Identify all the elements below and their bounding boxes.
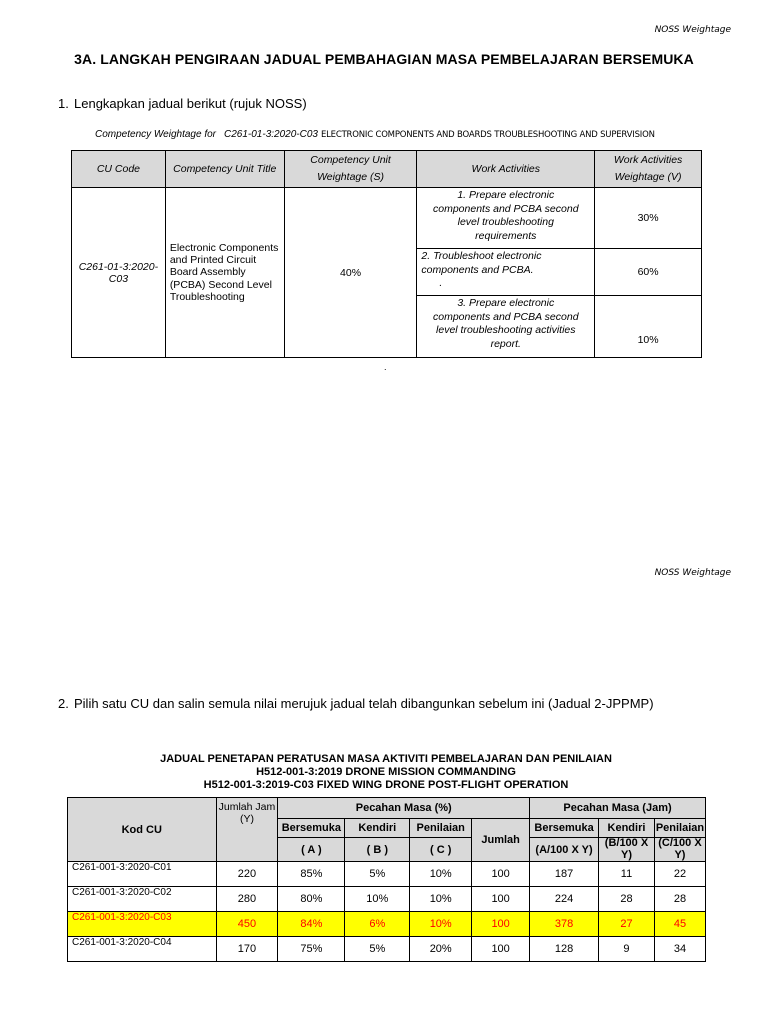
- stray-dot: .: [439, 277, 443, 290]
- col-header-penilaian-jam: Penilaian: [654, 819, 705, 838]
- question-number: 1.: [58, 96, 69, 111]
- header-line: Competency Unit: [310, 154, 391, 167]
- col-header-c-formula: (C/100 X Y): [654, 838, 705, 862]
- table-caption: [95, 129, 655, 140]
- table-row: [68, 887, 706, 912]
- table2-title-line: H512-001-3:2019 DRONE MISSION COMMANDING: [256, 766, 516, 778]
- question-2: [58, 696, 654, 711]
- col-header-kendiri-jam: Kendiri: [599, 819, 655, 838]
- cu-code-cell: C261-01-3:2020-C03: [72, 188, 166, 358]
- kendiri-jam-cell: 9: [599, 937, 655, 962]
- jumlah-jam-cell: 280: [216, 887, 278, 912]
- col-header-cu-title: Competency Unit Title: [165, 151, 284, 188]
- caption-lead: Competency Weightage for: [95, 129, 216, 140]
- col-header-cu-code: CU Code: [72, 151, 166, 188]
- header-line: Weightage (S): [317, 171, 385, 183]
- kod-cu-cell: C261-001-3:2020-C03: [68, 912, 217, 937]
- penilaian-pct-cell: 10%: [410, 887, 472, 912]
- col-header-bersemuka: Bersemuka: [278, 819, 345, 838]
- bersemuka-jam-cell: 224: [530, 887, 599, 912]
- col-header-kod-cu: Kod CU: [68, 798, 217, 862]
- col-header-weightage-s: [284, 151, 417, 188]
- activity-text: 2. Troubleshoot electronic components and PCBA.: [421, 250, 542, 276]
- caption-code: C261-01-3:2020-C03: [224, 129, 318, 140]
- activity-weight-cell: 60%: [595, 249, 702, 296]
- penilaian-pct-cell: 10%: [410, 912, 472, 937]
- activity-cell: 3. Prepare electronic components and PCBA second level troubleshooting activities report.: [417, 296, 595, 358]
- jumlah-jam-cell: 450: [216, 912, 278, 937]
- kod-cu-cell: C261-001-3:2020-C04: [68, 937, 217, 962]
- activity-weight-cell: 10%: [595, 296, 702, 358]
- col-header-kendiri: Kendiri: [345, 819, 410, 838]
- bersemuka-pct-cell: 84%: [278, 912, 345, 937]
- activity-weight-cell: 30%: [595, 188, 702, 249]
- kendiri-jam-cell: 27: [599, 912, 655, 937]
- col-header-weightage-v: [595, 151, 702, 188]
- bersemuka-jam-cell: 128: [530, 937, 599, 962]
- kod-cu-cell: C261-001-3:2020-C02: [68, 887, 217, 912]
- question-text: Lengkapkan jadual berikut (rujuk NOSS): [74, 96, 307, 111]
- penilaian-pct-cell: 10%: [410, 862, 472, 887]
- activity-cell: 1. Prepare electronic components and PCBA second level troubleshooting requirements: [417, 188, 595, 249]
- page-header-label: NOSS Weightage: [654, 568, 731, 578]
- table-row-highlighted: [68, 912, 706, 937]
- jumlah-cell: 100: [472, 862, 530, 887]
- bersemuka-jam-cell: 378: [530, 912, 599, 937]
- kod-cu-cell: C261-001-3:2020-C01: [68, 862, 217, 887]
- col-header-jumlah-jam: Jumlah Jam (Y): [216, 798, 278, 862]
- table2-title-line: H512-001-3:2019-C03 FIXED WING DRONE POST-FLIGHT OPERATION: [203, 779, 569, 791]
- table-header-row: [68, 798, 706, 819]
- bersemuka-pct-cell: 85%: [278, 862, 345, 887]
- header-line: Weightage (V): [614, 171, 682, 183]
- kendiri-jam-cell: 28: [599, 887, 655, 912]
- page-header-label: NOSS Weightage: [654, 25, 731, 35]
- col-header-a-formula: (A/100 X Y): [530, 838, 599, 862]
- col-header-b: ( B ): [345, 838, 410, 862]
- kendiri-pct-cell: 6%: [345, 912, 410, 937]
- jumlah-cell: 100: [472, 887, 530, 912]
- activity-cell: [417, 249, 595, 296]
- time-allocation-table: [67, 797, 706, 962]
- caption-rest: ELECTRONIC COMPONENTS AND BOARDS TROUBLESHOOTING AND SUPERVISION: [320, 130, 655, 140]
- jumlah-jam-cell: 170: [216, 937, 278, 962]
- section-title: 3A. LANGKAH PENGIRAAN JADUAL PEMBAHAGIAN MASA PEMBELAJARAN BERSEMUKA: [74, 51, 694, 67]
- bersemuka-pct-cell: 80%: [278, 887, 345, 912]
- table2-title-line: JADUAL PENETAPAN PERATUSAN MASA AKTIVITI PEMBELAJARAN DAN PENILAIAN: [160, 753, 612, 765]
- bersemuka-jam-cell: 187: [530, 862, 599, 887]
- kendiri-pct-cell: 5%: [345, 862, 410, 887]
- jumlah-jam-cell: 220: [216, 862, 278, 887]
- competency-weightage-table: [71, 150, 702, 358]
- stray-dot: .: [384, 362, 387, 372]
- table-row: [68, 862, 706, 887]
- table-row: [68, 937, 706, 962]
- col-header-pecahan-jam: Pecahan Masa (Jam): [530, 798, 706, 819]
- jumlah-cell: 100: [472, 937, 530, 962]
- bersemuka-pct-cell: 75%: [278, 937, 345, 962]
- col-header-activities: Work Activities: [417, 151, 595, 188]
- penilaian-jam-cell: 34: [654, 937, 705, 962]
- penilaian-jam-cell: 28: [654, 887, 705, 912]
- penilaian-jam-cell: 45: [654, 912, 705, 937]
- col-header-penilaian: Penilaian: [410, 819, 472, 838]
- col-header-pecahan-pct: Pecahan Masa (%): [278, 798, 530, 819]
- col-header-a: ( A ): [278, 838, 345, 862]
- table-row: [72, 188, 702, 249]
- header-line: Work Activities: [613, 154, 683, 167]
- cu-title-cell: Electronic Components and Printed Circuit Board Assembly (PCBA) Second Level Troubleshooting: [165, 188, 284, 358]
- kendiri-pct-cell: 10%: [345, 887, 410, 912]
- question-1: [58, 96, 307, 111]
- question-text: Pilih satu CU dan salin semula nilai merujuk jadual telah dibangunkan sebelum ini (Jadual 2-JPPMP): [74, 696, 654, 711]
- penilaian-jam-cell: 22: [654, 862, 705, 887]
- jumlah-cell: 100: [472, 912, 530, 937]
- col-header-c: ( C ): [410, 838, 472, 862]
- question-number: 2.: [58, 696, 69, 711]
- kendiri-pct-cell: 5%: [345, 937, 410, 962]
- col-header-b-formula: (B/100 X Y): [599, 838, 655, 862]
- col-header-jumlah: Jumlah: [472, 819, 530, 862]
- kendiri-jam-cell: 11: [599, 862, 655, 887]
- table-header-row: [72, 151, 702, 188]
- cu-weightage-cell: 40%: [284, 188, 417, 358]
- penilaian-pct-cell: 20%: [410, 937, 472, 962]
- col-header-bersemuka-jam: Bersemuka: [530, 819, 599, 838]
